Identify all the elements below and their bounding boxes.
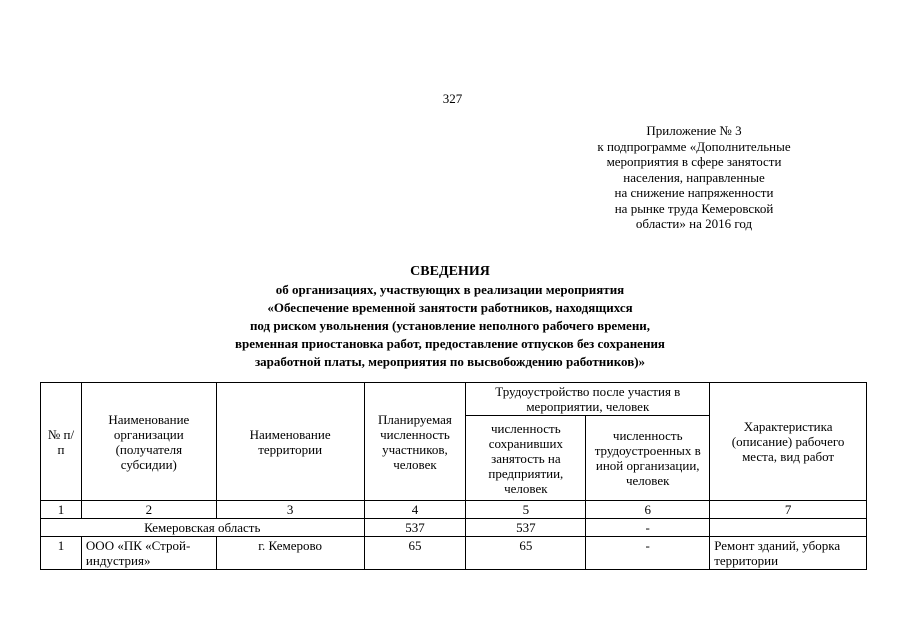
header-reemployed: численность трудоустроенных в иной организации, человек [586,416,710,501]
document-title [150,263,750,371]
header-org: Наименование организации (получателя субсидии) [81,383,216,501]
region-reemployed: - [586,519,710,537]
table-row [41,537,867,570]
region-workplace [710,519,867,537]
column-number: 6 [586,501,710,519]
title-line: «Обеспечение временной занятости работников, находящихся [267,300,633,315]
title-heading: СВЕДЕНИЯ [410,264,490,279]
appendix-line: населения, направленные [623,169,765,185]
column-number: 3 [216,501,364,519]
row-reemployed: - [586,537,710,570]
row-org: ООО «ПК «Строй-индустрия» [81,537,216,570]
row-territory: г. Кемерово [216,537,364,570]
appendix-line: области» на 2016 год [635,216,753,231]
appendix-line: на снижение напряженности [614,185,774,200]
title-line: заработной платы, мероприятия по высвобождению работников)» [254,354,646,369]
row-workplace: Ремонт зданий, уборка территории [710,537,867,570]
header-workplace: Характеристика (описание) рабочего места, вид работ [710,383,867,501]
header-employment-group: Трудоустройство после участия в мероприятии, человек [466,383,710,416]
appendix-line: на рынке труда Кемеровской [614,200,774,216]
row-retained: 65 [466,537,586,570]
title-line: под риском увольнения (установление неполного рабочего времени, [249,318,651,333]
title-line: временная приостановка работ, предоставление отпусков без сохранения [235,336,665,351]
column-number: 1 [41,501,82,519]
row-num: 1 [41,537,82,570]
header-num: № п/п [41,383,82,501]
title-line: об организациях, участвующих в реализации мероприятия [275,282,625,297]
appendix-note [560,123,828,232]
header-planned: Планируемая численность участников, человек [364,383,466,501]
appendix-line: к подпрограмме «Дополнительные [597,138,791,154]
header-retained: численность сохранивших занятость на предприятии, человек [466,416,586,501]
column-numbers-row [41,501,867,519]
table-header-row [41,383,867,416]
region-retained: 537 [466,519,586,537]
organizations-table [40,382,867,570]
column-number: 2 [81,501,216,519]
page-number: 327 [442,91,463,106]
header-territory: Наименование территории [216,383,364,501]
appendix-line: мероприятия в сфере занятости [606,154,782,169]
column-number: 4 [364,501,466,519]
region-total-row [41,519,867,537]
region-planned: 537 [364,519,466,537]
appendix-line: Приложение № 3 [646,123,742,138]
region-name: Кемеровская область [41,519,365,537]
row-planned: 65 [364,537,466,570]
column-number: 7 [710,501,867,519]
column-number: 5 [466,501,586,519]
